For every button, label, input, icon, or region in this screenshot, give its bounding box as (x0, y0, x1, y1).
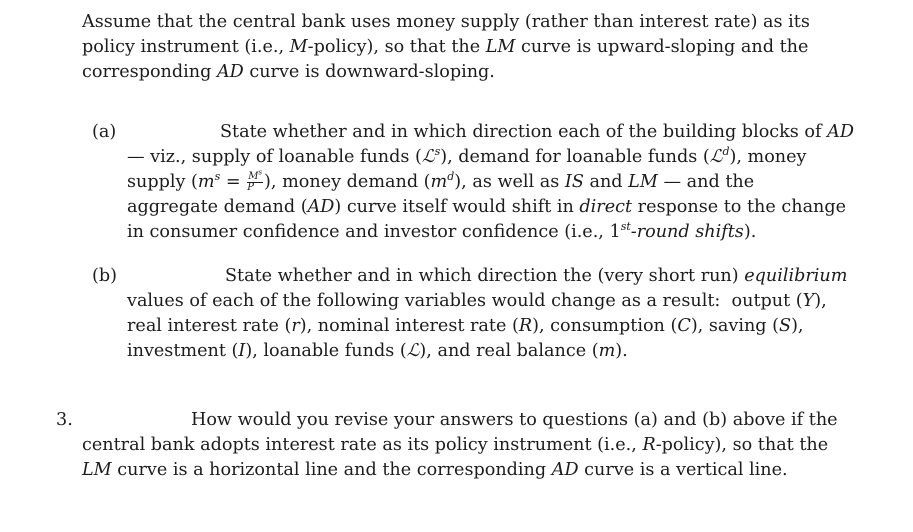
part-a-line-2: — viz., supply of loanable funds (ℒ$^s$), demand for loanable funds (ℒ$^d$), money (127, 145, 807, 167)
part-a-line-1: State whether and in which direction each of the building blocks of AD (220, 122, 854, 142)
part-a-line-4: aggregate demand (AD) curve itself would shift in direct response to the change (127, 197, 847, 217)
question-3-paragraph (82, 408, 846, 483)
part-b-line-1: State whether and in which direction the (very short run) equilibrium (225, 266, 848, 286)
part-b-line-2: values of each of the following variables would change as a result: output (Y), (127, 291, 827, 311)
question-3-line-3: LM curve is a horizontal line and the corresponding AD curve is a vertical line. (82, 460, 788, 480)
part-b-label: (b) (92, 266, 117, 286)
part-a-label: (a) (92, 122, 117, 142)
intro-line-1: Assume that the central bank uses money supply (rather than interest rate) as its (82, 12, 810, 32)
part-b-line-3: real interest rate (r), nominal interest rate (R), consumption (C), saving (S), (127, 316, 804, 336)
part-a-line-5: in consumer confidence and investor confidence (i.e., 1st-round shifts). (127, 220, 757, 242)
intro-line-3: corresponding AD curve is downward-sloping. (82, 62, 495, 82)
question-3-number: 3. (56, 410, 73, 430)
part-b-line-4: investment (I), loanable funds (ℒ), and real balance (m). (127, 341, 628, 361)
part-a-paragraph (127, 120, 854, 245)
part-b-paragraph (127, 264, 846, 364)
question-3-line-1: How would you revise your answers to questions (a) and (b) above if the (191, 410, 838, 430)
intro-line-2: policy instrument (i.e., M-policy), so that the LM curve is upward-sloping and the (82, 37, 809, 57)
intro-paragraph (82, 10, 846, 85)
part-a-line-3: supply ($m^s$ = $\frac{M^s}{P}$ ), money demand $(m^d)$, as well as IS and LM — and the (127, 168, 755, 193)
question-3-line-2: central bank adopts interest rate as its policy instrument (i.e., R-policy), so that the (82, 435, 829, 455)
